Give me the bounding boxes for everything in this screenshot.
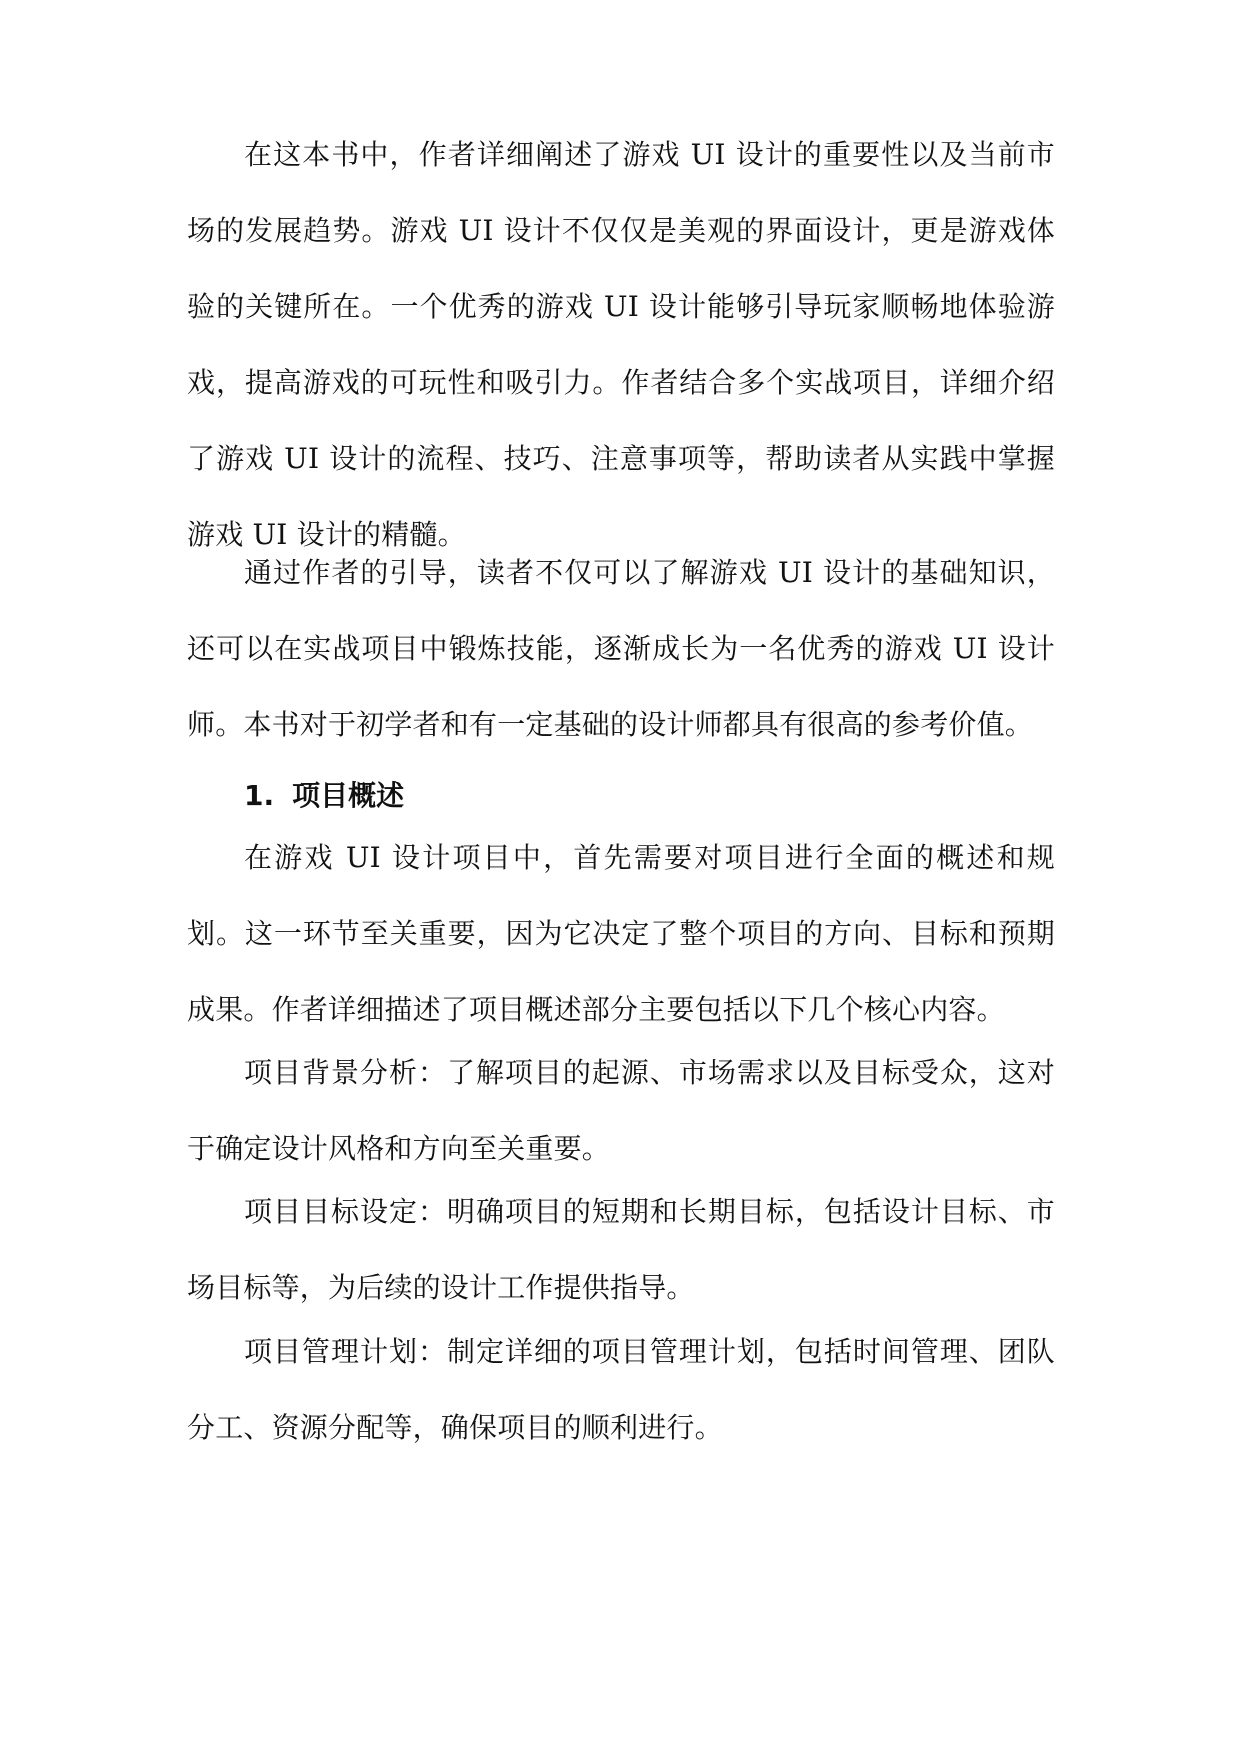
intro-paragraph-1: 在这本书中，作者详细阐述了游戏 UI 设计的重要性以及当前市场的发展趋势。游戏 UI 设计不仅仅是美观的界面设计，更是游戏体验的关键所在。一个优秀的游戏 UI 设计能够引导玩家顺畅地体验游戏，提高游戏的可玩性和吸引力。作者结合多个实战项目，详细介绍了游戏 UI 设计的流程、技巧、注意事项等，帮助读者从实践中掌握游戏 UI 设计的精髓。 <box>187 138 1055 551</box>
intro-paragraph-2: 通过作者的引导，读者不仅可以了解游戏 UI 设计的基础知识，还可以在实战项目中锻炼技能，逐渐成长为一名优秀的游戏 UI 设计师。本书对于初学者和有一定基础的设计师都具有很高的参考价值。 <box>187 556 1055 741</box>
section-number: 1. <box>244 779 275 812</box>
section-paragraph-3: 项目目标设定：明确项目的短期和长期目标，包括设计目标、市场目标等，为后续的设计工作提供指导。 <box>187 1195 1055 1304</box>
section-paragraph-2: 项目背景分析：了解项目的起源、市场需求以及目标受众，这对于确定设计风格和方向至关重要。 <box>187 1056 1055 1165</box>
section-title: 项目概述 <box>292 779 405 812</box>
section-paragraph-1: 在游戏 UI 设计项目中，首先需要对项目进行全面的概述和规划。这一环节至关重要，因为它决定了整个项目的方向、目标和预期成果。作者详细描述了项目概述部分主要包括以下几个核心内容。 <box>187 841 1055 1026</box>
section-paragraph-4: 项目管理计划：制定详细的项目管理计划，包括时间管理、团队分工、资源分配等，确保项目的顺利进行。 <box>187 1335 1055 1444</box>
section-heading <box>244 776 404 816</box>
